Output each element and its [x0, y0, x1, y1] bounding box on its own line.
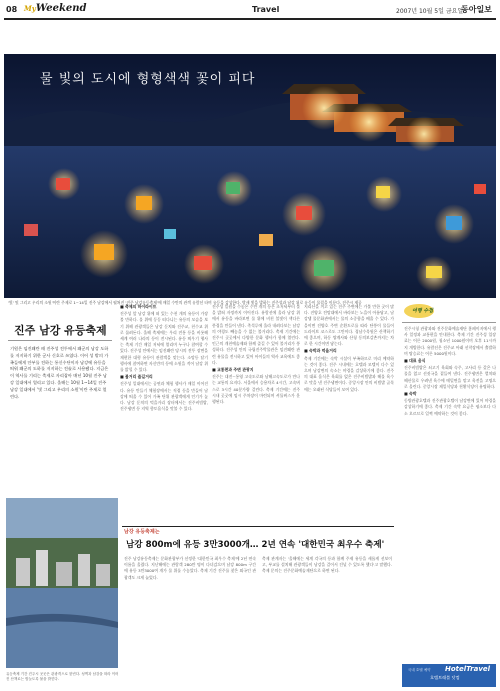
right-column-rule [402, 322, 496, 323]
col1-text-2: 진주성 일대에서는 공연과 체험 행사가 매일 이어진다. 유등 만들기 체험장에서는 직접 등을 만들어 남강에 띄울 수 있어 가족 단위 관광객에게 인기가 높다. 남강 둔치의 먹을거리 장터에서는 진주비빔밥, 진주냉면 등 지역 향토음식을 맛볼 수 있다. [120, 381, 208, 412]
body-column-1 [120, 304, 208, 522]
page-header [0, 0, 500, 22]
section-logo-prefix: My [24, 4, 36, 13]
newspaper-name: 동아일보 [461, 4, 492, 14]
ad-brand: HotelTravel [445, 665, 491, 673]
hero-photo [4, 54, 496, 298]
issue-date: 2007년 10월 5일 금요일 [396, 8, 464, 15]
sidebar-headline: 남강 800m에 유등 3만3000개… 2년 연속 '대한민국 최우수 축제' [126, 540, 385, 550]
col3-text-2: 축제 기간에는 숙박 시설이 부족하므로 미리 예약하는 것이 좋다. 진주 시내에는 호텔과 모텔이 다수 있으며 남강변의 숙소는 야경을 감상하기에 좋다. 진주의 대표 음식은 육회를 얹은 진주비빔밥과 해물 육수로 맛을 낸 진주냉면이다. 중앙시장 안의 비빔밥 골목에는 오래된 식당들이 모여 있다. [304, 355, 394, 392]
section-logo [24, 3, 87, 14]
travel-notes-logo-text: 여행 수첩 [412, 308, 434, 314]
lantern-festival-illustration [4, 54, 496, 298]
sidebar-text-1: 진주 남강유등축제는 문화관광부가 선정한 '대한민국 최우수 축제'에 2년 연속 이름을 올렸다. 지난해에는 관람객 280만 명이 다녀갔으며 남강 800m 구간에 유등 3만3000여 개가 물 위를 수놓았다. 축제 기간 진주를 찾은 외국인 관광객도 크게 늘었다. [124, 556, 256, 580]
right-text-3: 동방관광호텔과 진주관광호텔이 남강변에 있어 야경을 감상하기에 좋다. 축제 기간 숙박 요금은 평소보다 다소 오르므로 일찍 예약하는 것이 좋다. [404, 398, 496, 416]
ad-subtitle: 호텔트래블 닷컴 [430, 675, 460, 680]
sidebar-column-1 [124, 556, 256, 682]
col2-text-2: 진주는 대전~통영 고속도로와 남해고속도로가 만나는 교통의 요지다. 서울에서 승용차로 4시간, 고속버스로 3시간 40분가량 걸린다. 축제 기간에는 진주 시내 곳곳에 임시 주차장이 마련되며 셔틀버스가 운행된다. [212, 374, 300, 405]
right-heading-2: ■ 숙박 [404, 391, 417, 397]
col1-heading-2: ■ 볼거리 즐길거리 [120, 374, 153, 380]
col2-text: 진주성 일원을 수놓은 수만 개의 등은 초저녁부터 불을 밝혀 자정까지 이어진다. 유람선에 올라 남강 위에서 유등을 바라보면 물 위에 비친 불빛이 색다른 풍경을 만들어 낸다. 촉석루에 올라 내려다보는 남강의 야경도 빼놓을 수 없는 볼거리다. 축제 기간에는 진주시 곳곳에서 다양한 문화 행사가 함께 열린다. 인근의 개천예술제와 함께 즐길 수 있어 볼거리가 풍성하다. 진주성 안의 국립진주박물관은 임진왜란 관련 유물을 전시하고 있어 아이들의 역사 교육에도 좋다. [212, 304, 300, 365]
right-column [404, 326, 496, 660]
sidebar-tag: 남강 유등축제는 [124, 529, 160, 535]
title-rule [8, 340, 112, 341]
bottom-left-caption: 유등축제 기간 진주시 곳곳은 관광객으로 붐빈다. 성벽과 남강을 따라 이어진 산책로는 밤늦도록 불을 밝힌다. [6, 672, 119, 681]
col1-heading: ■ 축제의 하이라이트 [120, 304, 157, 309]
col3-heading: ■ 숙박과 먹을거리 [304, 348, 337, 354]
article-intro: 기원은 임진왜란 때 진주성 전투에서 왜군의 남강 도하를 저지하기 위한 군사 신호로 쓰였다. 이어 성 밖의 가족들에게 안부를 전하는 통신수단이자 남강에 유등을 띄워 왜군의 도하를 저지하는 전술로 사용됐다. 지금은 이 역사를 기리는 축제로 자리잡아 매년 10월 진주 남강 일대에서 열리고 있다. 올해는 10월 1~14일 진주 남강 일대에서 '빛 그리고 우리의 소원'이란 주제로 열린다. [10, 346, 109, 399]
right-heading: ■ 대표 음식 [404, 358, 426, 364]
header-rule [4, 18, 496, 20]
city-view-photo [6, 498, 118, 668]
sidebar-column-2 [262, 556, 392, 682]
sidebar-text-2: 축제 관계자는 '올해에는 세계 각국의 등과 함께 주제 유등을 새롭게 선보이고, 부교를 설치해 관광객들이 남강을 걸어서 건널 수 있도록 했다'고 말했다. 축제 문의는 진주문화예술재단으로 하면 된다. [262, 556, 392, 574]
right-text-1: 진주시청 관광과와 진주문화예술재단 홈페이지에서 행사 일정과 교통편을 안내한다. 축제 기간 진주성 입장료는 어른 2000원, 청소년 1000원이며 오후 11시까지 개방한다. 유람선은 진주교 아래 선착장에서 출발하며 탑승료는 어른 5000원이다. [404, 326, 496, 356]
article-title: 진주 남강 유등축제 [14, 324, 107, 337]
col3-text: 지리산을 끼고 있는 진주 주변에는 가볼 만한 곳이 많다. 진양호 전망대에서 바라보는 노을이 아름답고, 남강댐 물문화관에서는 물의 소중함을 배울 수 있다. 가을이면 진양호 주변 순환도로를 따라 단풍이 물들어 드라이브 코스로도 그만이다. 경남수목원은 산책하기에 좋으며, 하동 쌍계사와 산청 동의보감촌까지는 차로 한 시간이면 닿는다. [304, 304, 394, 347]
bottom-left-photo [6, 498, 118, 668]
page-number: 08 [6, 5, 18, 14]
hero-title: 물 빛의 도시에 형형색색 꽃이 피다 [40, 72, 256, 87]
col1-text: 진주성 앞 남강 위에 떠 있는 수천 개의 유등이 가장 볼 만하다. 물 위에 둥둥 떠다니는 유등의 모습을 보기 위해 관광객들은 남강 둔치와 진주교, 천수교 위로 몰려든다. 올해 축제에는 우리 전통 등을 비롯해 세계 여러 나라의 등이 전시된다. 유등 띄우기 행사는 축제 기간 매일 저녁에 열리며 누구나 참여할 수 있다. 진주성 안에서는 임진왜란 당시의 전투 장면을 재현한 대형 유등이 관람객을 맞는다. 소망등 달기 행사에 참여하면 자신만의 등에 소원을 적어 남강 위를 밝힐 수 있다. [120, 311, 208, 373]
body-column-3 [304, 304, 394, 522]
ad-text: 국내 호텔 예약 [408, 668, 431, 672]
body-column-2 [212, 304, 300, 522]
col2-heading: ■ 교통편과 주변 관광지 [212, 367, 254, 373]
section-name: Travel [252, 5, 280, 14]
right-text-2: 진주비빔밥은 쇠고기 육회와 숙주, 고사리 등 갖은 나물을 얹고 선짓국을 곁들여 낸다. 진주냉면은 멸치와 해산물로 우려낸 육수에 메밀면을 말고 육전을 고명으로 올린다. 중앙시장 제일식당과 천황식당이 유명하다. [404, 365, 496, 389]
hero-caption: '빛' 및 그리고 우리의 소원'이란 주제로 1~14일 진주 남강에서 펼쳐진 '진주 남강유등축제'에 매일 수만의 관객 유람선 타며 유등을 감상한다. 밤새 빛을 발하는 진주성과 남강 위로 유등이 물결을 이룬다. 진주시 제공 [8, 300, 362, 305]
section-logo-text: Weekend [35, 3, 87, 14]
